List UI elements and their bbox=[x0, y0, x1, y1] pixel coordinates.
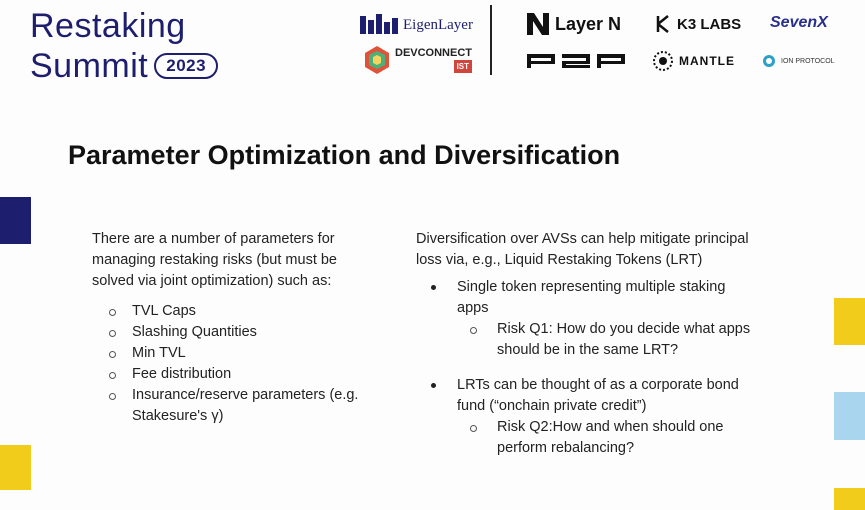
right-column bbox=[416, 229, 756, 459]
k3labs-label: K3 LABS bbox=[677, 15, 742, 33]
list-item: Min TVL bbox=[92, 343, 382, 364]
mantle-label: MANTLE bbox=[679, 54, 735, 68]
slide-title: Parameter Optimization and Diversification bbox=[68, 140, 621, 170]
deco-yellow-block-right bbox=[834, 298, 865, 345]
ion-protocol-icon bbox=[762, 54, 776, 68]
ion-protocol-logo bbox=[762, 54, 835, 68]
p2p-logo bbox=[527, 52, 625, 70]
eigenlayer-icon bbox=[360, 14, 398, 36]
list-item: TVL Caps bbox=[92, 301, 382, 322]
mantle-icon bbox=[652, 50, 674, 72]
list-item bbox=[416, 375, 756, 459]
devconnect-icon bbox=[364, 45, 390, 75]
layer-n-logo bbox=[526, 12, 621, 36]
sevenx-logo bbox=[770, 14, 828, 32]
deco-navy-block bbox=[0, 197, 31, 244]
left-intro: There are a number of parameters for managing restaking risks (but must be solved via joint optimization) such as: bbox=[92, 231, 337, 289]
summit-title-line1: Restaking bbox=[30, 7, 186, 45]
sub-list-item: Risk Q1: How do you decide what apps should be in the same LRT? bbox=[457, 319, 756, 361]
devconnect-sub-label: IST bbox=[454, 60, 472, 73]
k3labs-logo bbox=[656, 14, 741, 34]
summit-title-line2: Summit bbox=[30, 47, 149, 85]
sevenx-label: SevenX bbox=[770, 14, 828, 31]
bullet-text: Single token representing multiple staking apps bbox=[457, 279, 726, 316]
devconnect-label: DEVCONNECT bbox=[395, 47, 473, 59]
deco-yellow-block-left bbox=[0, 445, 31, 490]
devconnect-logo bbox=[364, 45, 472, 75]
eigenlayer-logo bbox=[360, 14, 473, 36]
deco-lightblue-block bbox=[834, 392, 865, 440]
sub-list-item: Risk Q2:How and when should one perform rebalancing? bbox=[457, 417, 756, 459]
right-intro: Diversification over AVSs can help mitigate principal loss via, e.g., Liquid Restaking Tokens (LRT) bbox=[416, 231, 749, 268]
deco-yellow-block-bottom bbox=[834, 488, 865, 510]
ion-protocol-label: ION PROTOCOL bbox=[781, 57, 835, 65]
list-item bbox=[416, 277, 756, 361]
layer-n-label: Layer N bbox=[555, 13, 622, 34]
left-column bbox=[92, 229, 382, 427]
k3labs-icon bbox=[656, 14, 672, 34]
list-item: Insurance/reserve parameters (e.g. Stakesure's γ) bbox=[92, 385, 382, 427]
summit-logo bbox=[30, 6, 218, 86]
header-divider bbox=[490, 5, 492, 75]
p2p-icon bbox=[527, 52, 625, 70]
parameter-list bbox=[92, 301, 382, 427]
list-item: Slashing Quantities bbox=[92, 322, 382, 343]
list-item: Fee distribution bbox=[92, 364, 382, 385]
year-badge: 2023 bbox=[154, 53, 218, 79]
diversification-list bbox=[416, 277, 756, 459]
layer-n-icon bbox=[526, 12, 550, 36]
eigenlayer-label: EigenLayer bbox=[403, 16, 473, 33]
bullet-text: LRTs can be thought of as a corporate bond fund (“onchain private credit”) bbox=[457, 377, 739, 414]
mantle-logo bbox=[652, 50, 735, 72]
